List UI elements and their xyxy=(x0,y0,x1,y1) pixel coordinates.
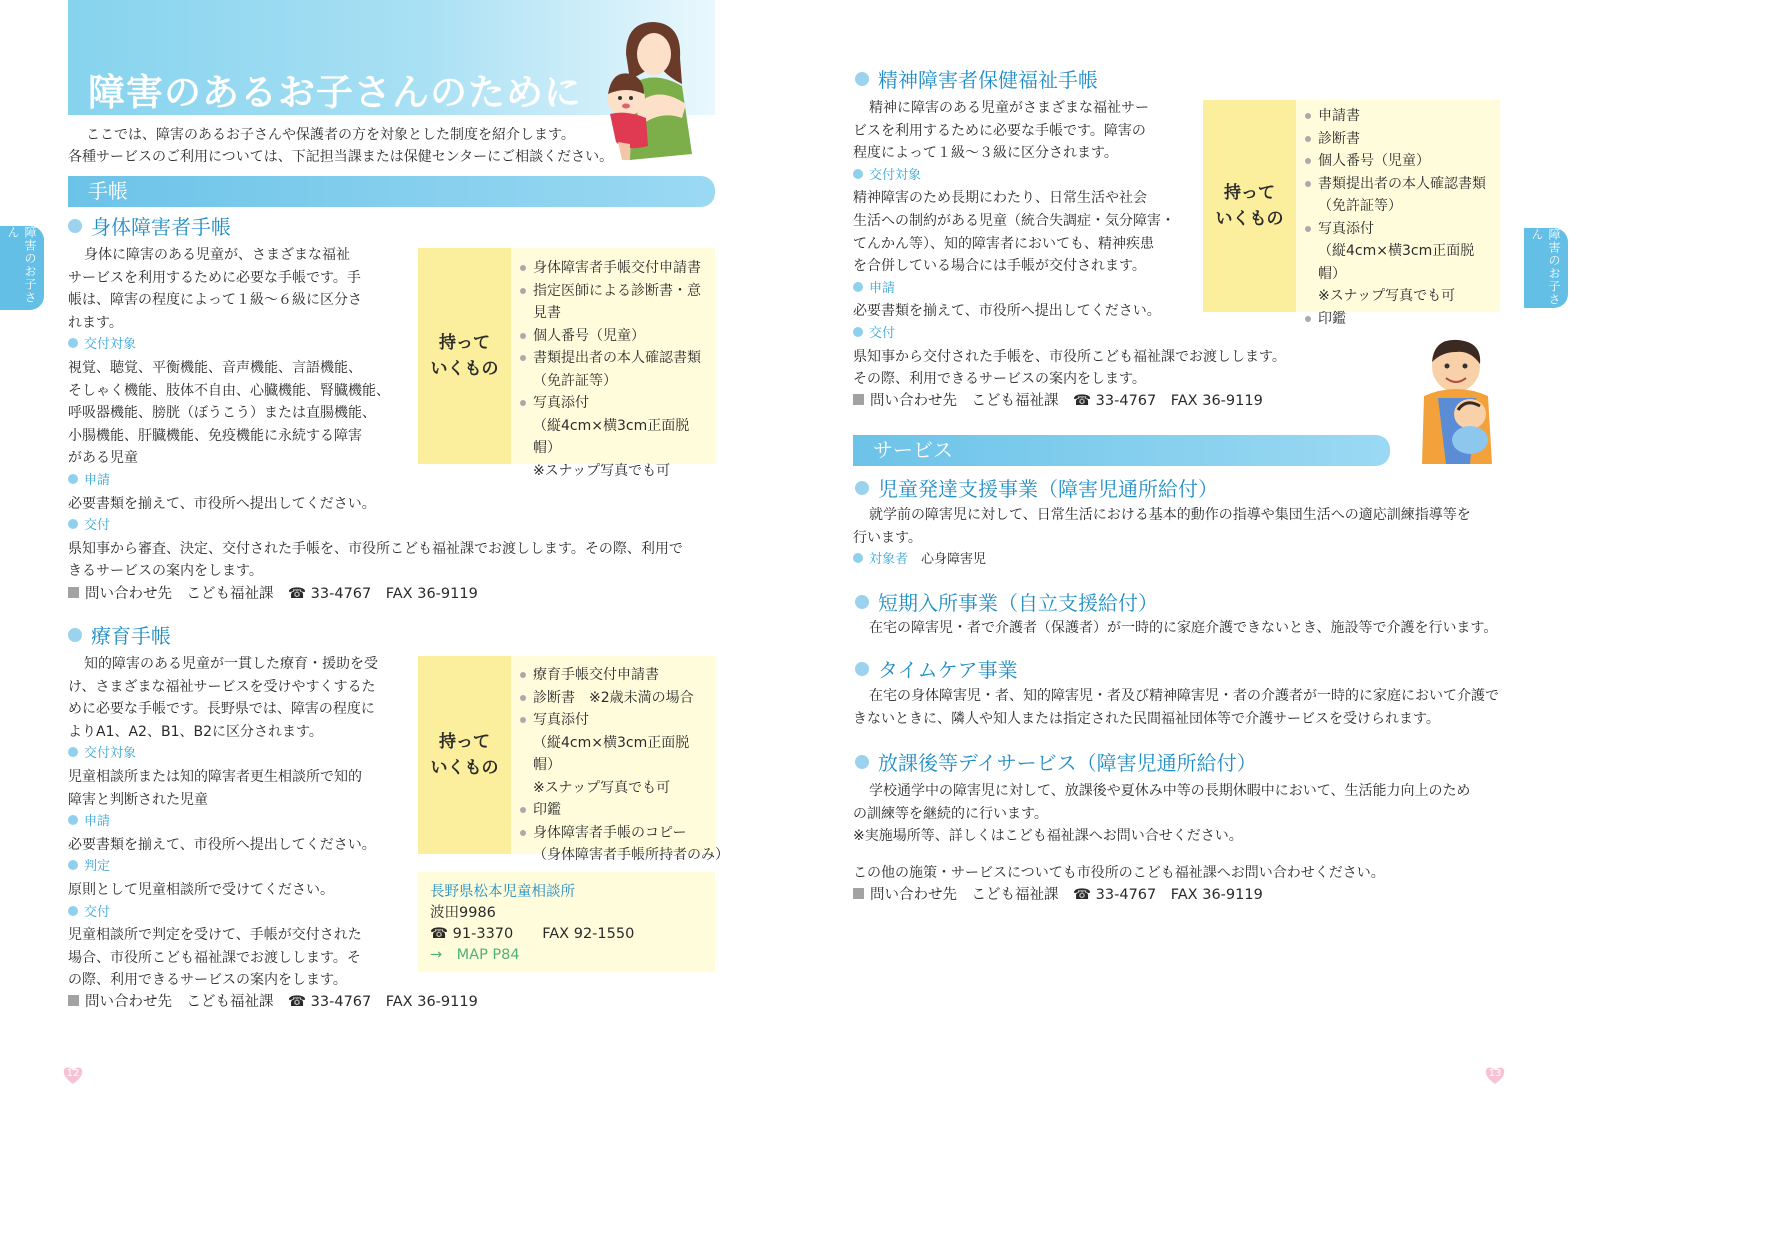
bring-item: 印鑑 xyxy=(520,799,709,822)
heading-seishin: 精神障害者保健福祉手帳 xyxy=(855,67,1098,93)
bring-item: 書類提出者の本人確認書類 （免許証等） xyxy=(1305,173,1494,218)
heading-bullet-icon xyxy=(68,219,82,233)
bring-item: 写真添付 （縦4cm×横3cm正面脱帽） ※スナップ写真でも可 xyxy=(1305,218,1494,308)
bring-label: 持って いくもの xyxy=(418,248,511,464)
mother-child-illustration xyxy=(596,14,708,164)
square-bullet-icon xyxy=(68,995,79,1006)
bring-list xyxy=(511,248,715,479)
bring-label: 持って いくもの xyxy=(418,656,511,854)
jidou-body: 就学前の障害児に対して、日常生活における基本的動作の指導や集団生活への適応訓練指導等を 行います。 対象者 心身障害児 xyxy=(853,504,1513,572)
bullet-icon xyxy=(853,169,863,179)
bullet-icon xyxy=(68,906,78,916)
shintai-bring-box xyxy=(418,248,715,479)
intro-line-2: 各種サービスのご利用については、下記担当課または保健センターにご相談ください。 xyxy=(68,149,614,165)
heading-tanki: 短期入所事業（自立支援給付） xyxy=(855,590,1158,616)
timecare-body: 在宅の身体障害児・者、知的障害児・者及び精神障害児・者の介護者が一時的に家庭において介護で きないときに、隣人や知人または指定された民間福祉団体等で介護サービスを受けられます。 xyxy=(853,688,1499,727)
bring-item: 療育手帳交付申請書 xyxy=(520,664,709,687)
heading-houkago: 放課後等デイサービス（障害児通所給付） xyxy=(855,750,1257,776)
ryoiku-judge-label: 判定 xyxy=(68,856,408,879)
bring-item: 写真添付 （縦4cm×横3cm正面脱帽） ※スナップ写真でも可 xyxy=(520,392,709,482)
bring-item: 印鑑 xyxy=(1305,308,1494,331)
heading-timecare: タイムケア事業 xyxy=(855,657,1018,683)
bring-item: 個人番号（児童） xyxy=(1305,150,1494,173)
father-baby-illustration xyxy=(1416,336,1504,466)
houkago-body: 学校通学中の障害児に対して、放課後や夏休み中等の長期休暇中において、生活能力向上のため の訓練等を継続的に行います。 ※実施場所等、詳しくはこども福祉課へお問い合せください。 xyxy=(853,783,1471,845)
heading-bullet-icon xyxy=(855,755,869,769)
bring-item: 個人番号（児童） xyxy=(520,325,709,348)
heading-bullet-icon xyxy=(68,628,82,642)
bullet-icon xyxy=(68,747,78,757)
ryoiku-body: 知的障害のある児童が一貫した療育・援助を受 け、さまざまな福祉サービスを受けやすくするた めに必要な手帳です。長野県では、障害の程度に よりA1、A2、B1、B2に区分されます。 交付対象 児童相談所または知的障害者更生相談所で知的 障害と判断された児童 申請 必要書類を揃えて、市役所へ提出してください。 判定 原則として児童相談所で受けてください。 交付 児童相談所で判定を受けて、手帳が交付された 場合、市役所こども福祉課でお渡しします。そ の際、利用できるサービスの案内をします。 xyxy=(68,653,408,992)
bring-item: 申請書 xyxy=(1305,105,1494,128)
center-map-link[interactable]: → MAP P84 xyxy=(430,947,520,963)
bullet-icon xyxy=(68,519,78,529)
seishin-apply-label: 申請 xyxy=(853,278,1193,301)
ryoiku-issue-label: 交付 xyxy=(68,902,408,925)
heading-bullet-icon xyxy=(855,72,869,86)
shintai-issue-label: 交付 xyxy=(68,515,398,538)
bullet-icon xyxy=(853,282,863,292)
bring-list xyxy=(1296,100,1500,327)
tanki-body: 在宅の障害児・者で介護者（保護者）が一時的に家庭介護できないとき、施設等で介護を行います。 xyxy=(869,620,1498,636)
section-service: サービス xyxy=(853,435,1390,466)
bullet-icon xyxy=(68,474,78,484)
square-bullet-icon xyxy=(853,888,864,899)
heading-shintai: 身体障害者手帳 xyxy=(68,214,231,240)
page-title: 障害のあるお子さんのために xyxy=(88,71,582,114)
heading-ryoiku: 療育手帳 xyxy=(68,623,171,649)
center-address: 波田9986 xyxy=(430,905,496,921)
bring-label: 持って いくもの xyxy=(1203,100,1296,312)
center-tel: ☎ 91-3370 FAX 92-1550 xyxy=(430,926,635,942)
center-name: 長野県松本児童相談所 xyxy=(430,884,575,900)
shintai-inquiry: 問い合わせ先 こども福祉課 ☎ 33-4767 FAX 36-9119 xyxy=(68,583,478,605)
shintai-body: 身体に障害のある児童が、さまざまな福祉 サービスを利用するために必要な手帳です。手 帳は、障害の程度によって１級〜６級に区分さ れます。 交付対象 視覚、聴覚、平衡機能、音声機能、言語機能、 そしゃく機能、肢体不自由、心臓機能、腎臓機能、 呼吸器機能、膀胱（ぼうこう）または直腸機能、 小腸機能、肝臓機能、免疫機能に永続する障害 がある児童 申請 必要書類を揃えて、市役所へ提出してください。 交付 県知事から審査、決定、交付された手帳を、市役所こども福祉課でお渡しします。その際、利用で きるサービスの案内をします。 xyxy=(68,247,683,580)
seishin-inquiry: 問い合わせ先 こども福祉課 ☎ 33-4767 FAX 36-9119 xyxy=(853,390,1263,412)
service-inquiry: 問い合わせ先 こども福祉課 ☎ 33-4767 FAX 36-9119 xyxy=(853,884,1263,906)
bring-item: 身体障害者手帳のコピー （身体障害者手帳所持者のみ） xyxy=(520,822,709,867)
heading-bullet-icon xyxy=(855,595,869,609)
bring-item: 写真添付 （縦4cm×横3cm正面脱帽） ※スナップ写真でも可 xyxy=(520,709,709,799)
ryoiku-apply-label: 申請 xyxy=(68,811,408,834)
jidou-target: 対象者 心身障害児 xyxy=(853,549,1513,572)
square-bullet-icon xyxy=(853,394,864,405)
bullet-icon xyxy=(853,327,863,337)
bullet-icon xyxy=(68,815,78,825)
ryoiku-bring-box xyxy=(418,656,729,863)
bullet-icon xyxy=(68,860,78,870)
bring-item: 診断書 ※2歳未満の場合 xyxy=(520,687,709,710)
seishin-body: 精神に障害のある児童がさまざまな福祉サー ビスを利用するために必要な手帳です。障害の 程度によって１級〜３級に区分されます。 交付対象 精神障害のため長期にわたり、日常生活や社会 生活への制約がある児童（統合失調症・気分障害・ てんかん等）、知的障害者においても、精神疾患 を合併している場合には手帳が交付されます。 申請 必要書類を揃えて、市役所へ提出してください。 交付 県知事から交付された手帳を、市役所こども福祉課でお渡しします。 その際、利用できるサービスの案内をします。 xyxy=(853,100,1286,388)
service-other: この他の施策・サービスについても市役所のこども福祉課へお問い合わせください。 xyxy=(853,865,1385,881)
bring-item: 診断書 xyxy=(1305,128,1494,151)
page-number-left: 12 xyxy=(66,1068,80,1079)
seishin-bring-box xyxy=(1203,100,1500,327)
bring-item: 身体障害者手帳交付申請書 xyxy=(520,257,709,280)
seishin-issue-label: 交付 xyxy=(853,323,1193,346)
side-tab-left: 障害のお子さん xyxy=(0,226,44,310)
intro-line-1: ここでは、障害のあるお子さんや保護者の方を対象とした制度を紹介します。 xyxy=(86,127,575,143)
shintai-apply-label: 申請 xyxy=(68,470,398,493)
heading-bullet-icon xyxy=(855,662,869,676)
bring-list xyxy=(511,656,729,863)
section-techo: 手帳 xyxy=(68,176,715,207)
shintai-target-label: 交付対象 xyxy=(68,334,398,357)
ryoiku-target-label: 交付対象 xyxy=(68,743,408,766)
bring-item: 書類提出者の本人確認書類 （免許証等） xyxy=(520,347,709,392)
bullet-icon xyxy=(68,338,78,348)
seishin-target-label: 交付対象 xyxy=(853,165,1193,188)
bullet-icon xyxy=(853,553,863,563)
page-number-right: 13 xyxy=(1488,1068,1502,1079)
ryoiku-inquiry: 問い合わせ先 こども福祉課 ☎ 33-4767 FAX 36-9119 xyxy=(68,991,478,1013)
ryoiku-center-box xyxy=(418,872,715,972)
square-bullet-icon xyxy=(68,587,79,598)
bring-item: 指定医師による診断書・意 見書 xyxy=(520,280,709,325)
heading-bullet-icon xyxy=(855,481,869,495)
heading-jidou: 児童発達支援事業（障害児通所給付） xyxy=(855,476,1218,502)
side-tab-right: 障害のお子さん xyxy=(1524,228,1568,308)
